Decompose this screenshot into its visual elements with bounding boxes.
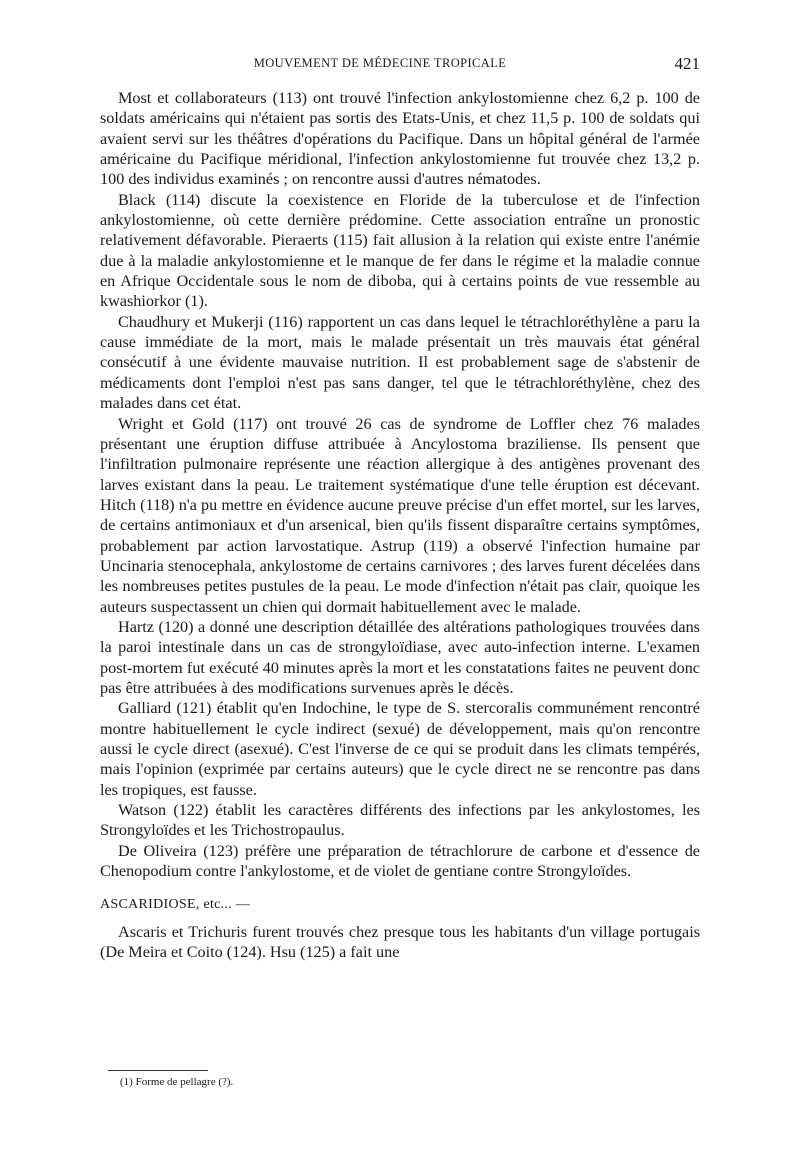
paragraph: Galliard (121) établit qu'en Indochine, le type de S. stercoralis communément rencontré montre habituellement le cycle indirect (sexué) de développement, mais qu'on rencontre aussi le cycle direct (asexué). C'est l'inverse de ce qui se produit dans les climats tempérés, mais l'opinion (exprimée par certains auteurs) que le cycle direct ne se rencontre pas dans les tropiques, est fausse. xyxy=(100,699,700,799)
paragraph: Chaudhury et Mukerji (116) rapportent un cas dans lequel le tétrachloréthylène a paru la cause immédiate de la mort, mais le malade présentait un très mauvais état général consécutif à une évidente mauvaise nutrition. Il est probablement sage de s'abstenir de médicaments dont l'emploi n'est pas sans danger, tel que le tétrachloréthylène, chez des malades dans cet état. xyxy=(100,312,700,413)
paragraph: Most et collaborateurs (113) ont trouvé l'infection ankylostomienne chez 6,2 p. 100 de soldats américains qui n'étaient pas sortis des Etats-Unis, et chez 11,5 p. 100 de soldats qui avaient servi sur les théâtres d'opérations du Pacifique. Dans un hôpital général de l'armée américaine du Pacifique méridional, l'infection ankylostomienne fut trouvée chez 13,2 p. 100 des individus examinés ; on rencontre aussi d'autres nématodes. xyxy=(100,89,700,189)
paragraph: Watson (122) établit les caractères différents des infections par les ankylostomes, les Strongyloïdes et les Trichostropaulus. xyxy=(100,801,700,840)
section-heading: ASCARIDIOSE, etc... — xyxy=(100,897,251,913)
page-header xyxy=(100,54,700,78)
footnote-divider xyxy=(108,1070,208,1071)
paragraph: Hartz (120) a donné une description détaillée des altérations pathologiques trouvées dans la paroi intestinale dans un cas de strongyloïdiase, avec auto-infection interne. L'examen post-mortem fut exécuté 40 minutes après la mort et les constatations faites ne peuvent donc pas être attribuées à des modifications survenues après le décès. xyxy=(100,617,700,697)
paragraph: Ascaris et Trichuris furent trouvés chez presque tous les habitants d'un village portugais (De Meira et Coito (124). Hsu (125) a fait une xyxy=(100,922,700,962)
paragraph: Wright et Gold (117) ont trouvé 26 cas de syndrome de Loffler chez 76 malades présentant une éruption diffuse attribuée à Ancylostoma braziliense. Ils pensent que l'infiltration pulmonaire représente une réaction allergique à des antigènes provenant des larves existant dans la peau. Le traitement systématique d'une telle éruption est décevant. Hitch (118) n'a pu mettre en évidence aucune preuve précise d'un effet mortel, sur les larves, de certains antimoniaux et d'un arsenical, bien qu'ils fissent disparaître certains symptômes, probablement par action larvostatique. Astrup (119) a observé l'infection humaine par Uncinaria stenocephala, ankylostome de certains carnivores ; des larves furent décelées dans les nombreuses petites pustules de la peau. Le mode d'infection n'était pas clair, quoique les auteurs suspectassent un chien qui dormait habituellement avec le malade. xyxy=(100,414,700,616)
footnote: (1) Forme de pellagre (?). xyxy=(120,1076,234,1088)
paragraph: De Oliveira (123) préfère une préparation de tétrachlorure de carbone et d'essence de Chenopodium contre l'ankylostome, et de violet de gentiane contre Strongyloïdes. xyxy=(100,841,700,881)
page-number: 421 xyxy=(674,54,700,73)
running-title: MOUVEMENT DE MÉDECINE TROPICALE xyxy=(253,56,507,70)
paragraph: Black (114) discute la coexistence en Floride de la tuberculose et de l'infection ankylostomienne, où cette dernière prédomine. Cette association entraîne un pronostic relativement défavorable. Pieraerts (115) fait allusion à la relation qui existe entre l'anémie due à la maladie ankylostomienne et le manque de fer dans le régime et la maladie connue en Afrique Occidentale sous le nom de diboba, qui à certains points de vue ressemble au kwashiorkor (1). xyxy=(100,190,700,311)
body-text xyxy=(100,88,700,962)
